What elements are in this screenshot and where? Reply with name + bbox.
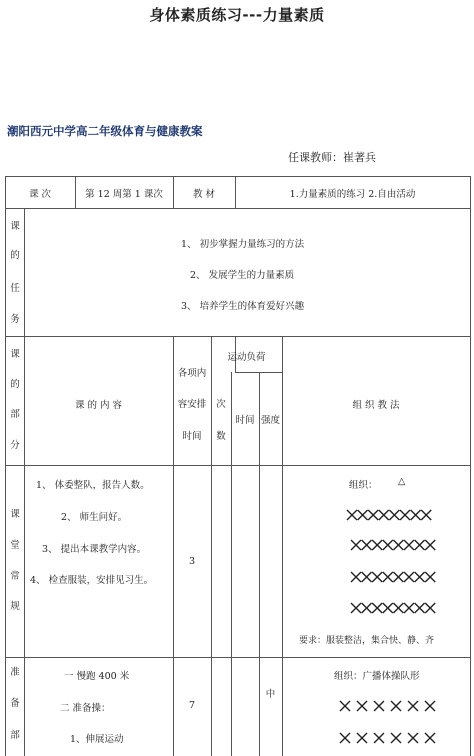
task-item: 3、 培养学生的体育爱好兴趣: [181, 301, 305, 312]
student-x-mark: [383, 540, 393, 550]
count-header-2: 数: [216, 431, 226, 442]
student-x-mark: [415, 603, 425, 613]
load-header: 运动负荷: [227, 352, 266, 363]
task-item: 2、 发展学生的力量素质: [190, 270, 295, 281]
tasks-label-2: 的: [10, 250, 20, 261]
student-x-mark: [374, 701, 384, 711]
prep-time: 7: [188, 700, 196, 711]
prep-intensity: 中: [265, 689, 276, 700]
teacher-name: 任课教师：崔著兵: [288, 151, 376, 164]
routine-formation-row: [351, 603, 435, 613]
routine-time: 3: [188, 556, 196, 567]
tasks-label-3: 任: [10, 283, 20, 294]
routine-label-1: 课: [10, 509, 20, 520]
student-x-mark: [340, 701, 350, 711]
student-x-mark: [425, 603, 435, 613]
student-x-mark: [357, 733, 367, 743]
student-x-mark: [415, 572, 425, 582]
student-x-mark: [351, 572, 361, 582]
content-header: 课 的 内 容: [74, 400, 123, 411]
routine-label-4: 规: [10, 601, 20, 612]
requirement-text: 要求：服装整洁，集合快、静、齐: [299, 636, 435, 646]
prep-label-3: 部: [10, 730, 20, 741]
intensity-header: 强度: [260, 415, 280, 426]
teacher-triangle-icon: △: [398, 476, 406, 487]
material-label: 教 材: [192, 189, 216, 200]
student-x-mark: [383, 603, 393, 613]
student-x-mark: [393, 603, 403, 613]
student-x-mark: [389, 510, 399, 520]
student-x-mark: [393, 572, 403, 582]
prep-label-1: 准: [10, 667, 20, 678]
lesson-number-value: 第 12 周第 1 课次: [85, 189, 163, 200]
time-header-1: 各项内: [177, 368, 207, 379]
routine-label-2: 堂: [10, 540, 20, 551]
part-label-2: 的: [10, 379, 20, 390]
routine-item: 2、 师生问好。: [61, 512, 128, 523]
routine-formation-row: [351, 572, 435, 582]
student-x-mark: [400, 510, 410, 520]
routine-item: 3、 提出本课教学内容。: [42, 544, 147, 555]
lesson-number-label: 课 次: [28, 189, 52, 200]
student-x-mark: [415, 540, 425, 550]
routine-item: 4、 检查服装，安排见习生。: [30, 575, 154, 586]
school-subtitle: 潮阳西元中学高二年级体育与健康教案: [7, 124, 203, 138]
method-header: 组 织 教 法: [352, 400, 400, 411]
student-x-mark: [357, 701, 367, 711]
student-x-mark: [374, 733, 384, 743]
student-x-mark: [391, 733, 401, 743]
routine-formation-row: [347, 510, 431, 520]
student-x-mark: [362, 572, 372, 582]
prep-formation-row: [340, 733, 435, 743]
student-x-mark: [425, 701, 435, 711]
page-title: 身体素质练习---力量素质: [149, 6, 325, 24]
tasks-label-1: 课: [10, 221, 20, 232]
student-x-mark: [368, 510, 378, 520]
material-value: 1.力量素质的练习 2.自由活动: [289, 189, 416, 200]
student-x-mark: [391, 701, 401, 711]
prep-item: 一 慢跑 400 米: [64, 671, 130, 682]
student-x-mark: [383, 572, 393, 582]
task-item: 1、 初步掌握力量练习的方法: [181, 239, 305, 250]
student-x-mark: [408, 733, 418, 743]
part-label-3: 部: [10, 409, 20, 420]
part-label-1: 课: [10, 349, 20, 360]
student-x-mark: [425, 572, 435, 582]
time-header-3: 时间: [182, 431, 202, 442]
student-x-mark: [379, 510, 389, 520]
prep-item: 二 准备操：: [60, 703, 111, 714]
routine-item: 1、 体委整队，报告人数。: [36, 480, 150, 491]
student-x-mark: [351, 540, 361, 550]
prep-formation-row: [340, 701, 435, 711]
student-x-mark: [358, 510, 368, 520]
student-x-mark: [408, 701, 418, 711]
part-label-4: 分: [10, 440, 20, 451]
student-x-mark: [362, 603, 372, 613]
duration-header: 时间: [235, 415, 255, 426]
student-x-mark: [372, 603, 382, 613]
student-x-mark: [340, 733, 350, 743]
student-x-mark: [404, 540, 414, 550]
student-x-mark: [393, 540, 403, 550]
student-x-mark: [347, 510, 357, 520]
routine-formation-row: [351, 540, 435, 550]
student-x-mark: [425, 733, 435, 743]
student-x-mark: [372, 540, 382, 550]
prep-org-label: 组织：广播体操队形: [334, 671, 420, 682]
tasks-label-4: 务: [10, 314, 20, 325]
student-x-mark: [404, 603, 414, 613]
student-x-mark: [362, 540, 372, 550]
student-x-mark: [351, 603, 361, 613]
student-x-mark: [372, 572, 382, 582]
time-header-2: 容安排: [177, 399, 207, 410]
prep-item: 1、伸展运动: [70, 734, 124, 745]
student-x-mark: [425, 540, 435, 550]
student-x-mark: [421, 510, 431, 520]
count-header-1: 次: [216, 399, 226, 410]
org-label: 组织：: [349, 480, 378, 491]
routine-label-3: 常: [10, 571, 20, 582]
student-x-mark: [411, 510, 421, 520]
student-x-mark: [404, 572, 414, 582]
prep-label-2: 备: [10, 698, 20, 709]
